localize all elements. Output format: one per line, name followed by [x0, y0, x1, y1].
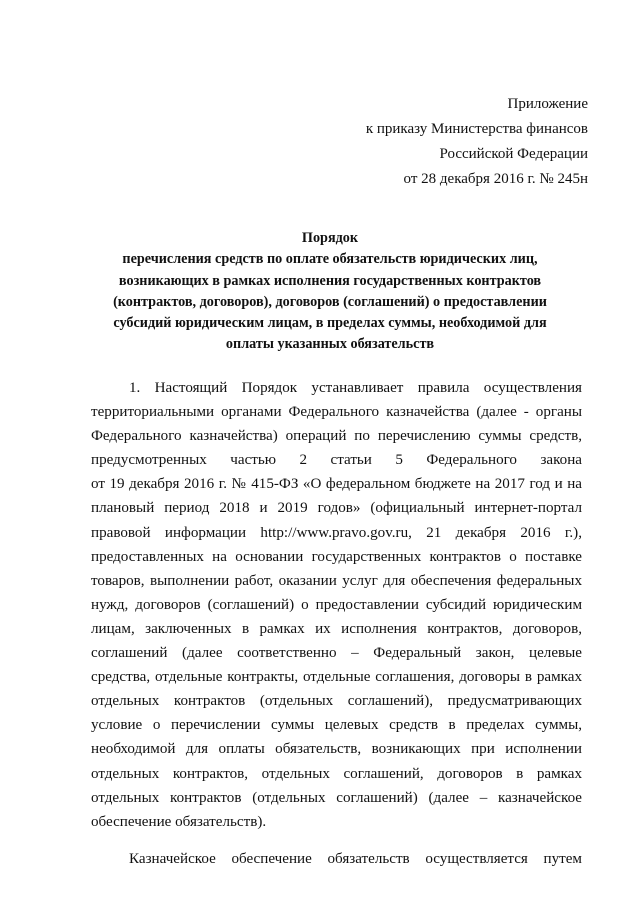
- text-line: отдельных контрактов (отдельных соглашений) (далее – казначейское: [91, 789, 582, 806]
- text-line: 1. Настоящий Порядок устанавливает правила осуществления: [129, 380, 582, 396]
- text-line: правовой информации http://www.pravo.gov.ru, 21 декабря 2016 г.),: [91, 524, 582, 541]
- appendix-line: от 28 декабря 2016 г. № 245н: [403, 171, 588, 187]
- text-line: Федерального казначейства) операций по перечислению суммы средств,: [91, 428, 582, 445]
- text-line: отдельных контрактов, отдельных соглашений, договоров в рамках: [91, 765, 582, 782]
- paragraph-1: [91, 376, 582, 834]
- text-line: Казначейское обеспечение обязательств осуществляется путем: [129, 850, 582, 867]
- appendix-block: [366, 92, 588, 192]
- text-line: территориальными органами Федерального казначейства (далее - органы: [91, 404, 582, 421]
- document-title: [80, 228, 580, 356]
- document-body: [91, 376, 582, 871]
- appendix-line: Приложение: [507, 96, 588, 112]
- paragraph-2: [91, 847, 582, 871]
- text-line: товаров, выполнении работ, оказании услуг для обеспечения федеральных: [91, 572, 582, 589]
- appendix-line: к приказу Министерства финансов: [365, 121, 588, 137]
- text-line: предоставленных на основании государственных контрактов о поставке: [91, 548, 582, 565]
- title-heading: Порядок: [301, 230, 359, 246]
- text-line: нужд, договоров (соглашений) о предоставлении субсидий юридическим: [91, 596, 582, 613]
- text-line: от 19 декабря 2016 г. № 415-ФЗ «О федеральном бюджете на 2017 год и на: [91, 476, 582, 493]
- title-line: перечисления средств по оплате обязательств юридических лиц,: [122, 251, 538, 268]
- title-line: оплаты указанных обязательств: [225, 336, 435, 353]
- text-line: обеспечение обязательств).: [91, 813, 267, 830]
- text-line: отдельных контрактов (отдельных соглашений), предусматривающих: [91, 693, 582, 710]
- title-line: субсидий юридическим лицам, в пределах суммы, необходимой для: [113, 315, 547, 332]
- paragraph-gap: [91, 834, 582, 847]
- title-line: (контрактов, договоров), договоров (соглашений) о предоставлении: [113, 293, 547, 310]
- title-line: возникающих в рамках исполнения государственных контрактов: [118, 272, 542, 289]
- text-line: плановый период 2018 и 2019 годов» (официальный интернет-портал: [91, 500, 582, 517]
- text-line: необходимой для оплаты обязательств, возникающих при исполнении: [91, 741, 582, 758]
- text-line: средства, отдельные контракты, отдельные соглашения, договоры в рамках: [91, 669, 582, 686]
- text-line: лицам, заключенных в рамках их исполнения контрактов, договоров,: [91, 620, 582, 637]
- appendix-line: Российской Федерации: [439, 146, 588, 162]
- text-line: условие о перечислении суммы целевых средств в пределах суммы,: [91, 717, 582, 734]
- text-line: предусмотренных частью 2 статьи 5 Федерального закона: [91, 452, 582, 469]
- text-line: соглашений (далее соответственно – Федеральный закон, целевые: [91, 645, 582, 662]
